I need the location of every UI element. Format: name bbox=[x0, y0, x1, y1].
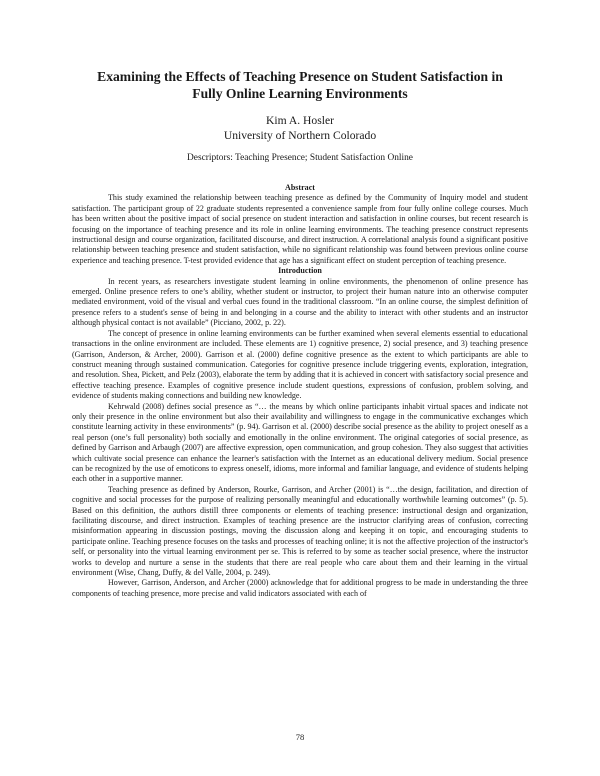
title-line-2: Fully Online Learning Environments bbox=[192, 86, 408, 101]
body-paragraph: Kehrwald (2008) defines social presence as “… the means by which online participants inhabit virtual spaces and indicate not only their presence in the online environment but also their availability and willingness to engage in the communicative exchanges which constitute learning activity in these environments” (p. 94). Garrison et al. (2000) describe social presence as the ability to project oneself as a real person (one’s full personality) both socially and emotionally in the online environment. The original categories of social presence, as defined by Garrison and Arbaugh (2007) are affective expression, open communication, and group cohesion. They also suggest that activities which cultivate social presence can enhance the learner's satisfaction with the Internet as an educational delivery medium. Social presence can be recognized by the use of emoticons to express oneself, idioms, more informal and familiar language, and evidence of students helping each other in a supportive manner. bbox=[72, 401, 528, 484]
page-number: 78 bbox=[295, 732, 305, 742]
introduction-heading: Introduction bbox=[278, 266, 322, 276]
paper-body bbox=[72, 183, 528, 599]
body-paragraph: In recent years, as researchers investigate student learning in online environments, the phenomenon of online presence has emerged. Online presence refers to one’s ability, whether student or instructor, to project their human nature into an otherwise computer mediated environment, void of the visual and verbal cues found in the traditional classroom. “In an online course, the simplest definition of presence refers to a student's sense of being in and belonging in a course and the ability to interact with other students and an instructor although physical contact is not available” (Picciano, 2002, p. 22). bbox=[72, 276, 528, 328]
descriptors: Descriptors: Teaching Presence; Student Satisfaction Online bbox=[187, 153, 413, 163]
abstract-heading: Abstract bbox=[285, 183, 315, 192]
author-name: Kim A. Hosler bbox=[266, 114, 334, 127]
body-paragraph: Teaching presence as defined by Anderson, Rourke, Garrison, and Archer (2001) is “…the design, facilitation, and direction of cognitive and social processes for the purpose of realizing personally meaningful and educationally worthwhile learning outcomes” (p. 5). Based on this definition, the authors distill three components or elements of teaching presence: instructional design and organization, facilitating discourse, and direct instruction. Examples of teaching presence are the instructor clarifying areas of confusion, correcting misinformation appearing in discussion postings, moving the discussion along and keeping it on topic, and encouraging students to participate online. Teaching presence focuses on the tasks and processes of teaching online; it is not the affective projection of the instructor's self, or personality into the virtual learning environment per se. This is referred to by some as teacher social presence, where the instructor works to develop and nurture a sense in the students that there are real people who care about them and their learning in the virtual environment (Wise, Chang, Duffy, & del Valle, 2004, p. 249). bbox=[72, 484, 528, 578]
title-line-1: Examining the Effects of Teaching Presence on Student Satisfaction in bbox=[97, 69, 503, 84]
body-paragraph: The concept of presence in online learning environments can be further examined when several elements essential to educational transactions in the online environment are included. These elements are 1) cognitive presence, 2) social presence, and 3) teaching presence (Garrison, Anderson, & Archer, 2000). Garrison et al. (2000) define cognitive presence as the extent to which participants are able to construct meaning through sustained communication. Categories for cognitive presence include triggering events, exploration, integration, and resolution. Shea, Pickett, and Pelz (2003), elaborate the term by adding that it is achieved in concert with satisfactory social presence and effective teaching presence. Examples of cognitive presence include student questions, expressions of confusion, problem solving, and evidence of students making connections and building new knowledge. bbox=[72, 328, 528, 401]
paper-title bbox=[60, 68, 540, 102]
body-paragraph: However, Garrison, Anderson, and Archer (2000) acknowledge that for additional progress to be made in understanding the three components of teaching presence, more precise and valid indicators associated with each of bbox=[72, 578, 528, 598]
author-affiliation: University of Northern Colorado bbox=[223, 129, 377, 142]
author-block bbox=[60, 113, 540, 143]
abstract-text: This study examined the relationship between teaching presence as defined by the Community of Inquiry model and student satisfaction. The participant group of 22 graduate students represented a convenience sample from four fully online college courses. Much has been written about the positive impact of social presence on student interaction and satisfaction in online courses, but recent research is focusing on the importance of teaching presence and its role in online learning environments. The teaching presence construct represents instructional design and course organization, facilitated discourse, and direct instruction. A correlational analysis found a significant positive relationship between teaching presence and student satisfaction, while no significant relationship was found between previous online course experience and teaching presence. T-test provided evidence that age has a significant effect on student perception of teaching presence. bbox=[72, 193, 528, 265]
